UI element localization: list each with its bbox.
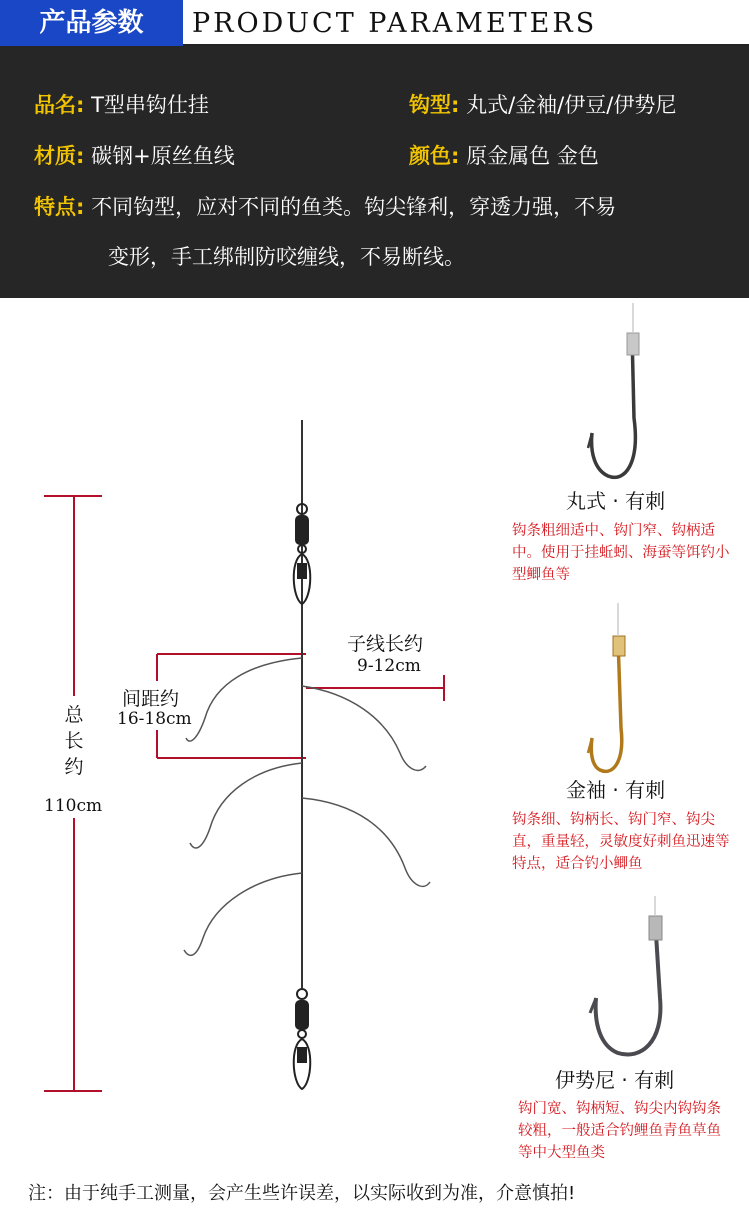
bottom-swivel xyxy=(294,989,311,1089)
rig-illustration xyxy=(0,298,749,1170)
branch-lines xyxy=(184,658,430,955)
branch-length-value: 9-12cm xyxy=(357,656,421,676)
param-hook-type xyxy=(409,91,676,119)
total-length-label xyxy=(62,702,86,780)
footer-note: 注：由于纯手工测量，会产生些许误差，以实际收到为准，介意慎拍! xyxy=(28,1183,576,1204)
header-en-title: PRODUCT PARAMETERS xyxy=(192,8,598,39)
param-feature-line2: 变形，手工绑制防咬缠线，不易断线。 xyxy=(108,245,465,269)
param-material-value: 碳钢+原丝鱼线 xyxy=(91,144,235,168)
hook-iseni-desc: 钩门宽、钩柄短、钩尖内钩钩条较粗，一般适合钓鲤鱼青鱼草鱼等中大型鱼类 xyxy=(518,1101,721,1161)
param-feature-line1: 不同钩型，应对不同的鱼类。钩尖锋利，穿透力强，不易 xyxy=(91,195,617,219)
total-length-char-3: 约 xyxy=(64,756,84,778)
header-bar xyxy=(0,0,749,46)
hook-iseni-image xyxy=(590,896,662,1055)
param-color xyxy=(409,142,599,170)
hook-kinsode-name: 金袖 · 有刺 xyxy=(566,778,666,802)
param-color-value: 原金属色 金色 xyxy=(466,144,599,168)
spacing-value: 16-18cm xyxy=(117,709,192,729)
parameters-panel xyxy=(0,46,749,298)
total-length-char-1: 总 xyxy=(64,704,84,726)
spacing-label: 间距约 xyxy=(122,688,180,710)
branch-length-label: 子线长约 xyxy=(347,633,424,655)
param-feature-label: 特点: xyxy=(34,195,85,219)
param-color-label: 颜色: xyxy=(409,144,460,168)
total-length-char-2: 长 xyxy=(64,730,84,752)
param-material xyxy=(34,142,235,170)
hook-kinsode-image xyxy=(588,603,625,771)
branch-length-dimension xyxy=(306,675,444,701)
hook-kinsode-desc: 钩条细、钩柄长、钩门窄、钩尖直，重量轻，灵敏度好刺鱼迅速等特点，适合钓小鲫鱼 xyxy=(512,812,730,872)
hook-maru-desc: 钩条粗细适中、钩门窄、钩柄适中。使用于挂蚯蚓、海蚕等饵钓小型鲫鱼等 xyxy=(512,523,730,583)
hook-maru-name: 丸式 · 有刺 xyxy=(566,489,666,513)
param-feature xyxy=(34,193,616,221)
param-hook-type-value: 丸式/金袖/伊豆/伊势尼 xyxy=(466,93,677,117)
header-cn-title: 产品参数 xyxy=(0,0,183,46)
param-name-label: 品名: xyxy=(34,93,85,117)
param-name-value: T型串钩仕挂 xyxy=(91,93,209,117)
spacing-dimension xyxy=(157,654,306,758)
total-length-value: 110cm xyxy=(44,796,103,816)
hook-iseni-name: 伊势尼 · 有刺 xyxy=(555,1068,675,1092)
param-name xyxy=(34,91,209,119)
param-hook-type-label: 钩型: xyxy=(409,93,460,117)
hook-maru-image xyxy=(588,303,639,477)
param-material-label: 材质: xyxy=(34,144,85,168)
total-length-dimension xyxy=(44,496,102,1091)
rig-diagram xyxy=(0,298,749,1170)
